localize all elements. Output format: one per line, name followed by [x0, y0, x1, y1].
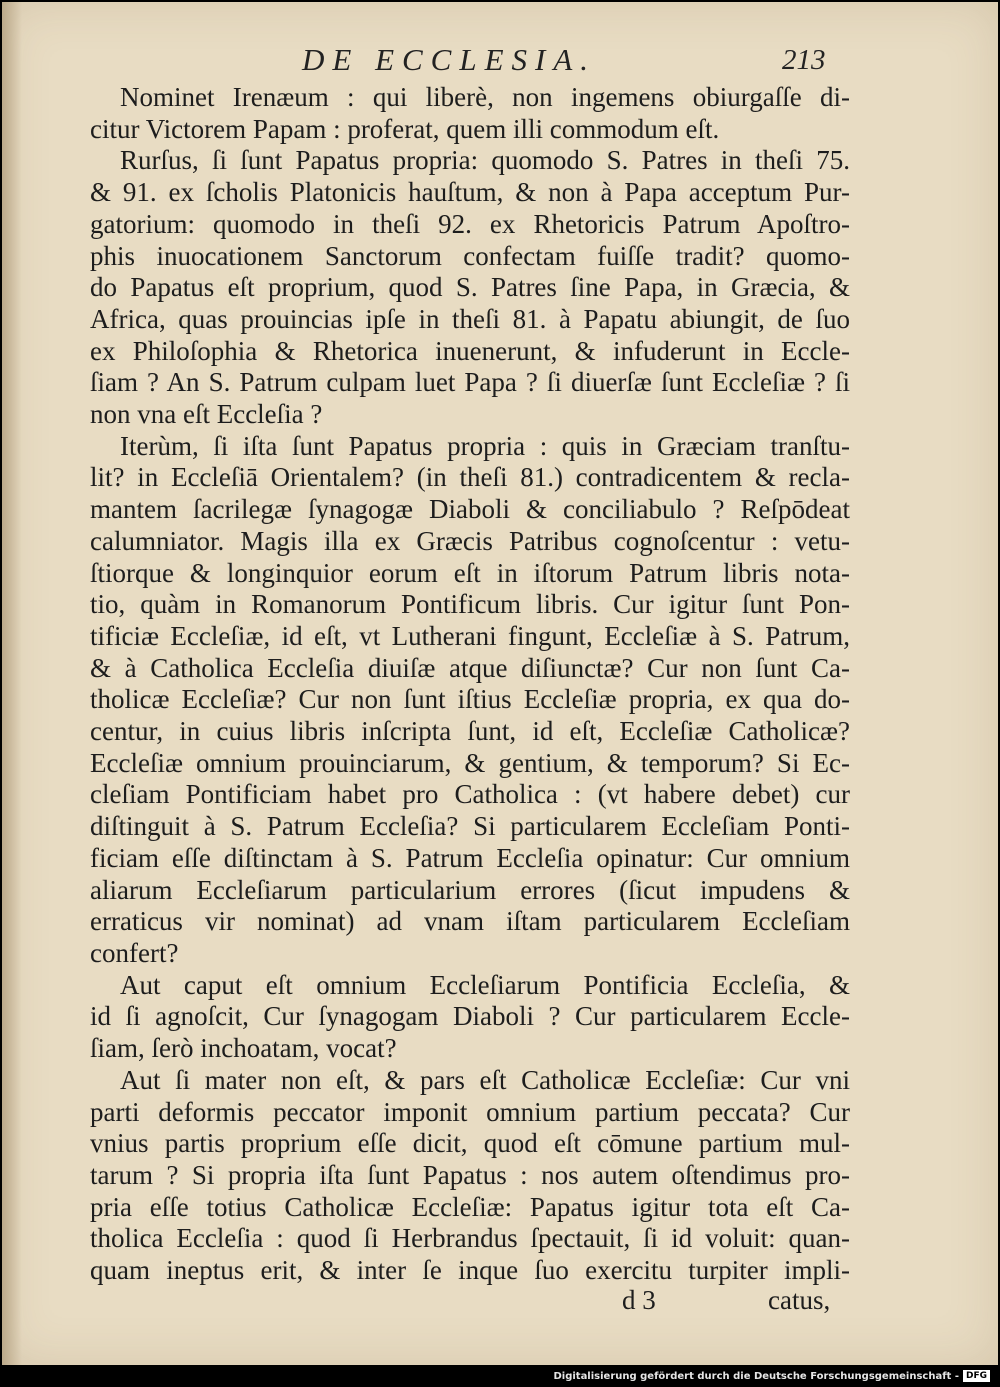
text-line: non vna eſt Eccleſia ? — [90, 399, 323, 430]
text-line: & 91. ex ſcholis Platonicis hauſtum, & non à Papa acceptum Pur- — [90, 177, 850, 208]
text-line: vnius partis proprium eſſe dicit, quod eſt cōmune partium mul- — [90, 1128, 850, 1159]
text-line: Aut caput eſt omnium Eccleſiarum Pontificia Eccleſia, & — [120, 969, 850, 1000]
catchword: catus, — [768, 1285, 831, 1315]
running-head: DE ECCLESIA. — [302, 42, 597, 77]
text-line: ſiam ? An S. Patrum culpam luet Papa ? ſi diuerſæ ſunt Eccleſiæ ? ſi — [90, 367, 850, 398]
page-number: 213 — [782, 44, 826, 76]
credit-text: Digitalisierung gefördert durch die Deutsche Forschungsgemeinschaft - — [553, 1370, 959, 1382]
text-line: Iterùm, ſi iſta ſunt Papatus propria : quis in Græciam tranſtu- — [120, 430, 850, 461]
signature-mark: d 3 — [622, 1285, 656, 1315]
text-line: ſiam, ſerò inchoatam, vocat? — [90, 1033, 397, 1064]
text-line: quam ineptus erit, & inter ſe inque ſuo exercitu turpiter impli- — [90, 1255, 850, 1286]
text-line: mantem ſacrilegæ ſynagogæ Diaboli & conciliabulo ? Reſpōdeat — [90, 494, 850, 525]
text-line: Africa, quas prouincias ipſe in theſi 81. à Papatu abiungit, de ſuo — [90, 303, 850, 334]
text-line: gatorium: quomodo in theſi 92. ex Rhetoricis Patrum Apoſtro- — [90, 208, 850, 239]
text-line: lit? in Eccleſiā Orientalem? (in theſi 81.) contradicentem & recla- — [90, 462, 850, 493]
text-line: pria eſſe totius Catholicæ Eccleſiæ: Papatus igitur tota eſt Ca- — [90, 1191, 850, 1222]
text-line: tio, quàm in Romanorum Pontificum libris. Cur igitur ſunt Pon- — [90, 589, 850, 620]
text-line: cleſiam Pontificiam habet pro Catholica : (vt habere debet) cur — [90, 779, 850, 810]
page-spine-shadow — [2, 2, 22, 1365]
digitization-credit — [553, 1370, 990, 1382]
text-line: centur, in cuius libris inſcripta ſunt, id eſt, Eccleſiæ Catholicæ? — [90, 716, 850, 747]
body-text — [90, 82, 850, 1287]
book-page — [2, 2, 998, 1365]
text-line: confert? — [90, 937, 179, 968]
text-line: erraticus vir nominat) ad vnam iſtam particularem Eccleſiam — [90, 906, 850, 937]
text-line: Nominet Irenæum : qui liberè, non ingemens obiurgaſſe di- — [120, 82, 850, 112]
text-line: ex Philoſophia & Rhetorica inuenerunt, & infuderunt in Eccle- — [90, 335, 850, 366]
text-line: citur Victorem Papam : proferat, quem illi commodum eſt. — [90, 113, 720, 144]
text-line: tificiæ Eccleſiæ, id eſt, vt Lutherani fingunt, Eccleſiæ à S. Patrum, — [90, 620, 850, 651]
text-line: Aut ſi mater non eſt, & pars eſt Catholicæ Eccleſiæ: Cur vni — [120, 1064, 850, 1095]
text-line: tarum ? Si propria iſta ſunt Papatus : nos autem oſtendimus pro- — [90, 1159, 850, 1190]
text-line: phis inuocationem Sanctorum confectam fuiſſe tradit? quomo- — [90, 240, 850, 271]
text-line: tholicæ Eccleſiæ? Cur non ſunt iſtius Eccleſiæ propria, ex qua do- — [90, 684, 850, 715]
text-line: & à Catholica Eccleſia diuiſæ atque diſiunctæ? Cur non ſunt Ca- — [90, 652, 850, 683]
text-line: Eccleſiæ omnium prouinciarum, & gentium, & temporum? Si Ec- — [90, 747, 850, 778]
text-line: tholica Eccleſia : quod ſi Herbrandus ſpectauit, ſi id voluit: quan- — [90, 1223, 850, 1254]
text-line: diſtinguit à S. Patrum Eccleſia? Si particularem Eccleſiam Ponti- — [90, 811, 850, 842]
text-line: calumniator. Magis illa ex Græcis Patribus cognoſcentur : vetu- — [90, 525, 850, 556]
text-line: ficiam eſſe diſtinctam à S. Patrum Eccleſia opinatur: Cur omnium — [90, 842, 850, 873]
text-line: ſtiorque & longinquior eorum eſt in iſtorum Patrum libris nota- — [90, 557, 850, 588]
dfg-logo: DFG — [963, 1370, 990, 1382]
text-line: Rurſus, ſi ſunt Papatus propria: quomodo S. Patres in theſi 75. — [120, 145, 850, 176]
text-line: parti deformis peccator imponit omnium partium peccata? Cur — [90, 1096, 850, 1127]
text-line: aliarum Eccleſiarum particularium errores (ſicut impudens & — [90, 874, 850, 905]
text-line: do Papatus eſt proprium, quod S. Patres ſine Papa, in Græcia, & — [90, 272, 850, 303]
text-line: id ſi agnoſcit, Cur ſynagogam Diaboli ? Cur particularem Eccle- — [90, 1001, 850, 1032]
